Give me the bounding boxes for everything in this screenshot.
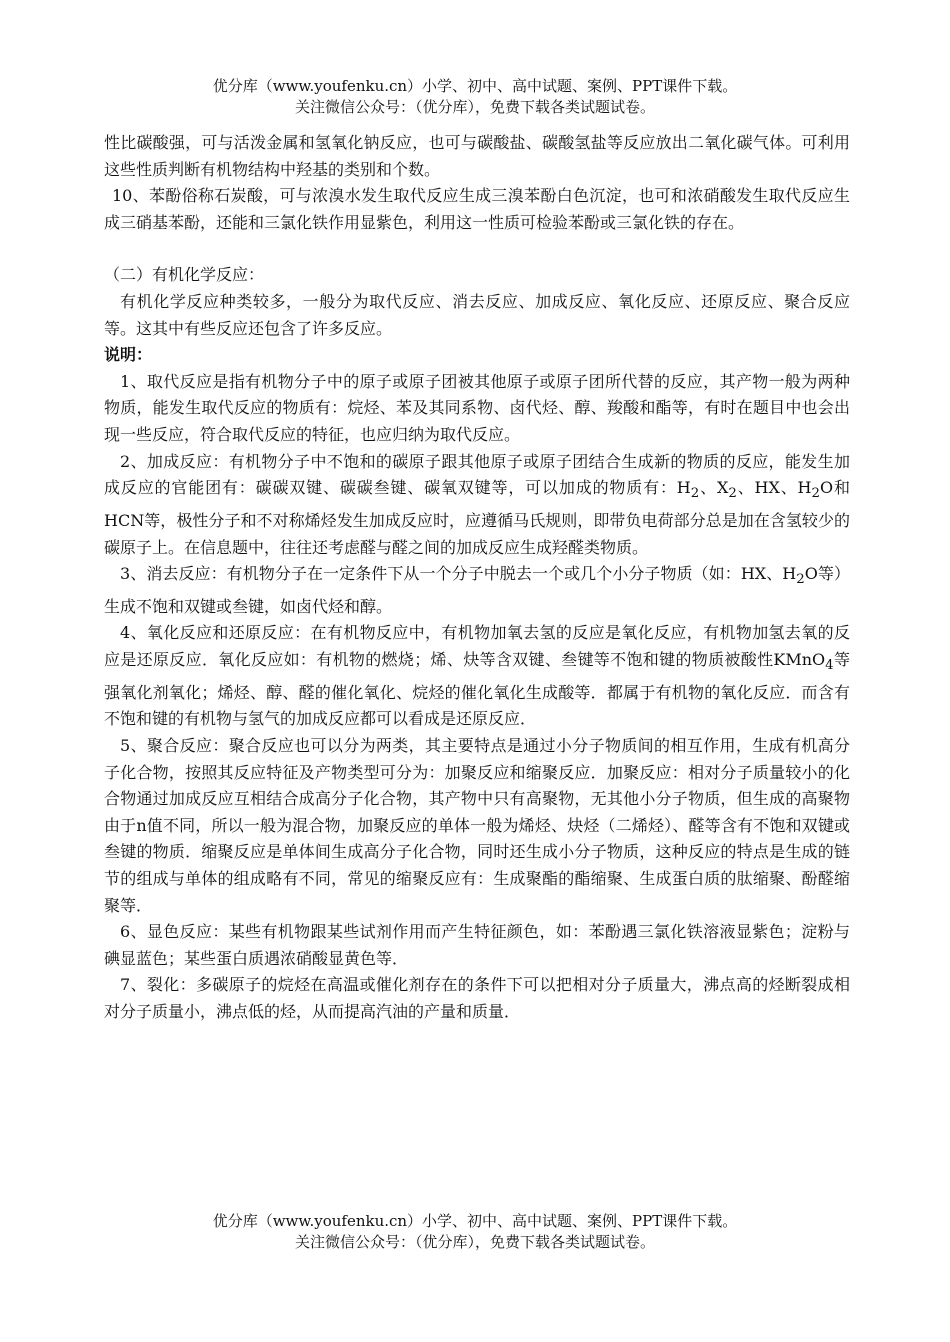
paragraph-item-5: 5、聚合反应：聚合反应也可以分为两类，其主要特点是通过小分子物质间的相互作用，生成有机高分子化合物，按照其反应特征及产物类型可分为：加聚反应和缩聚反应．加聚反应：相对分子质量较小的化合物通过加成反应互相结合成高分子化合物，其产物中只有高聚物，无其他小分子物质，但生成的高聚物由于n值不同，所以一般为混合物，加聚反应的单体一般为烯烃、炔烃（二烯烃）、醛等含有不饱和双键或叁键的物质．缩聚反应是单体间生成高分子化合物，同时还生成小分子物质，这种反应的特点是生成的链节的组成与单体的组成略有不同，常见的缩聚反应有：生成聚酯的酯缩聚、生成蛋白质的肽缩聚、酚醛缩聚等． (104, 736, 850, 915)
page-header (0, 76, 950, 118)
paragraph-item-4 (104, 620, 850, 733)
item-4-text-b: 等强氧化剂氧化；烯烃、醇、醛的催化氧化、烷烃的催化氧化生成酸等．都属于有机物的氧化反应．而含有不饱和键的有机物与氢气的加成反应都可以看成是还原反应． (104, 650, 850, 729)
item-2-text-b: 、X (699, 478, 729, 498)
item-3-text-a: 3、消去反应：有机物分子在一定条件下从一个分子中脱去一个或几个小分子物质（如：HX、H (120, 564, 797, 584)
subscript: 2 (690, 486, 700, 502)
blank-line (104, 236, 850, 262)
paragraph-item-2 (104, 449, 850, 562)
header-line-1: 优分库（www.youfenku.cn）小学、初中、高中试题、案例、PPT课件下载。 (212, 77, 738, 95)
paragraph-continued: 性比碳酸强，可与活泼金属和氢氧化钠反应，也可与碳酸盐、碳酸氢盐等反应放出二氧化碳气体。可利用这些性质判断有机物结构中羟基的类别和个数。 (104, 133, 850, 179)
subscript: 4 (825, 658, 834, 674)
footer-line-1: 优分库（www.youfenku.cn）小学、初中、高中试题、案例、PPT课件下载。 (212, 1212, 738, 1230)
document-body (104, 130, 850, 1026)
paragraph-item-3 (104, 561, 850, 620)
page-footer (0, 1211, 950, 1253)
section-intro: 有机化学反应种类较多，一般分为取代反应、消去反应、加成反应、氧化反应、还原反应、聚合反应等。这其中有些反应还包含了许多反应。 (104, 291, 850, 338)
paragraph-item-6: 6、显色反应：某些有机物跟某些试剂作用而产生特征颜色，如：苯酚遇三氯化铁溶液显紫色；淀粉与碘显蓝色；某些蛋白质遇浓硝酸显黄色等． (104, 922, 850, 968)
item-4-text-a: 4、氧化反应和还原反应：在有机物反应中，有机物加氧去氢的反应是氧化反应，有机物加氢去氧的反应是还原反应．氧化反应如：有机物的燃烧；烯、炔等含双键、叁键等不饱和键的物质被酸性KMnO (104, 623, 850, 670)
item-2-text-d: O和HCN等，极性分子和不对称烯烃发生加成反应时，应遵循马氏规则，即带负电荷部分总是加在含氢较少的碳原子上。在信息题中，往往还考虑醛与醛之间的加成反应生成羟醛类物质。 (104, 478, 850, 557)
note-label: 说明： (104, 345, 153, 365)
paragraph-item-7: 7、裂化：多碳原子的烷烃在高温或催化剂存在的条件下可以把相对分子质量大，沸点高的烃断裂成相对分子质量小，沸点低的烃，从而提高汽油的产量和质量． (104, 975, 850, 1021)
paragraph-item-1: 1、取代反应是指有机物分子中的原子或原子团被其他原子或原子团所代替的反应，其产物一般为两种物质，能发生取代反应的物质有：烷烃、苯及其同系物、卤代烃、醇、羧酸和酯等，有时在题目中也会出现一些反应，符合取代反应的特征，也应归纳为取代反应。 (104, 371, 850, 444)
header-line-2: 关注微信公众号：（优分库），免费下载各类试题试卷。 (294, 98, 655, 116)
subscript: 2 (811, 486, 820, 502)
item-2-text-c: 、HX、H (736, 478, 812, 498)
subscript: 2 (796, 572, 805, 588)
subscript: 2 (728, 486, 737, 502)
item-2-text-a: 2、加成反应：有机物分子中不饱和的碳原子跟其他原子或原子团结合生成新的物质的反应，能发生加成反应的官能团有：碳碳双键、碳碳叁键、碳氧双键等，可以加成的物质有：H (104, 451, 850, 498)
item-3-text-b: O等）生成不饱和双键或叁键，如卤代烃和醇。 (104, 564, 850, 616)
section-title: （二）有机化学反应： (104, 265, 265, 285)
footer-line-2: 关注微信公众号：（优分库），免费下载各类试题试卷。 (294, 1233, 655, 1251)
paragraph-item-10: 10、苯酚俗称石炭酸，可与浓溴水发生取代反应生成三溴苯酚白色沉淀，也可和浓硝酸发生取代反应生成三硝基苯酚，还能和三氯化铁作用显紫色，利用这一性质可检验苯酚或三氯化铁的存在。 (104, 186, 850, 232)
